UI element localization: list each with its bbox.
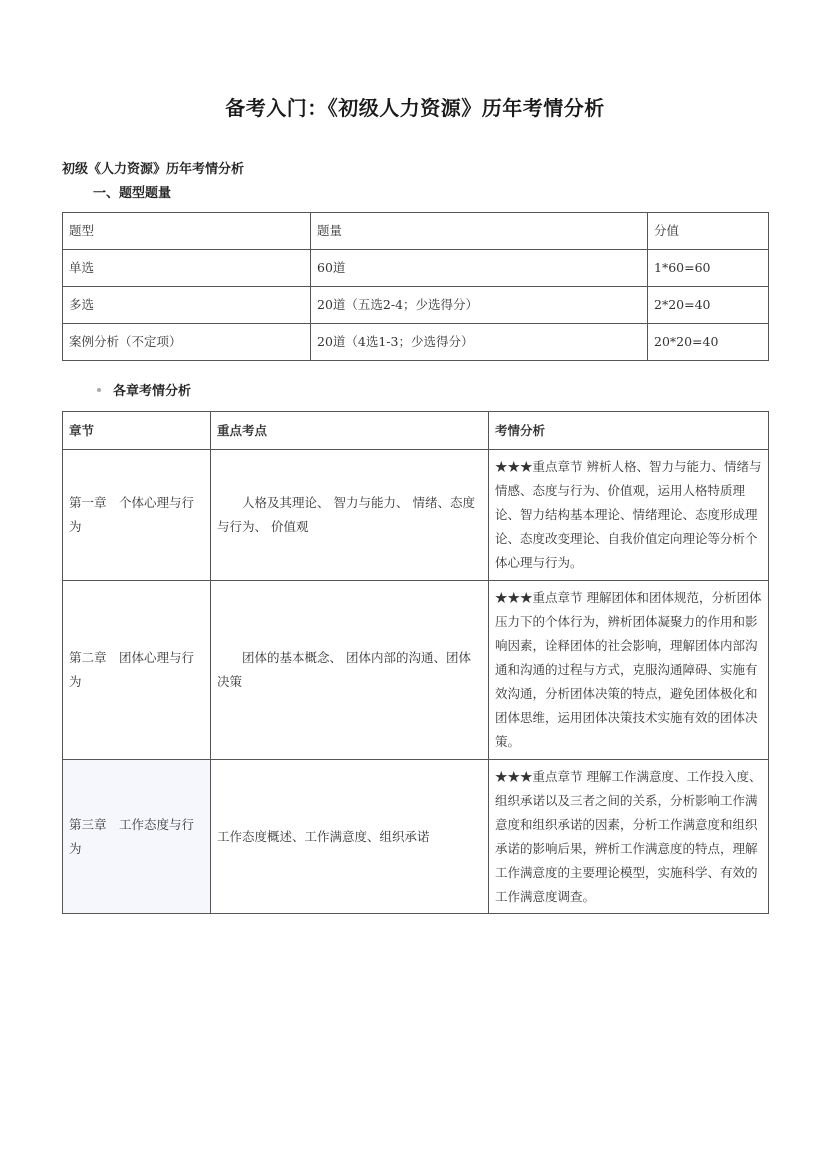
page-title: 备考入门：《初级人力资源》历年考情分析	[225, 96, 605, 120]
table-row	[63, 324, 769, 361]
section-heading-chapter-analysis	[97, 380, 191, 399]
column-header: 章节	[63, 412, 211, 450]
table-cell: 60道	[311, 250, 648, 287]
column-header: 分值	[648, 213, 769, 250]
table-header-row	[63, 412, 769, 450]
analysis-cell: ★★★重点章节 理解团体和团体规范，分析团体压力下的个体行为，辨析团体凝聚力的作用和影响因素，诠释团体的社会影响，理解团体内部沟通和沟通的过程与方式，克服沟通障碍、实施有效沟通，分析团体决策的特点，避免团体极化和团体思维，运用团体决策技术实施有效的团体决策。	[489, 581, 769, 760]
table-row	[63, 287, 769, 324]
table-cell: 20道（4选1-3；少选得分）	[311, 324, 648, 361]
document-subtitle: 初级《人力资源》历年考情分析	[62, 162, 245, 177]
section-heading-label: 各章考情分析	[113, 384, 192, 399]
column-header: 重点考点	[211, 412, 489, 450]
table-cell: 1*60=60	[648, 250, 769, 287]
table-cell: 20*20=40	[648, 324, 769, 361]
table-row	[63, 250, 769, 287]
column-header: 题量	[311, 213, 648, 250]
table-row	[63, 760, 769, 914]
chapter-cell: 第三章 工作态度与行为	[63, 760, 211, 914]
table-cell: 案例分析（不定项）	[63, 324, 311, 361]
key-points-cell: 人格及其理论、 智力与能力、 情绪、态度与行为、 价值观	[211, 450, 489, 581]
table-row	[63, 581, 769, 760]
column-header: 考情分析	[489, 412, 769, 450]
table-cell: 多选	[63, 287, 311, 324]
analysis-cell: ★★★重点章节 理解工作满意度、工作投入度、组织承诺以及三者之间的关系，分析影响工作满意度和组织承诺的因素，分析工作满意度和组织承诺的影响后果，辨析工作满意度的特点，理解工作满意度的主要理论模型，实施科学、有效的工作满意度调查。	[489, 760, 769, 914]
section-heading-question-types: 一、题型题量	[93, 186, 172, 201]
analysis-cell: ★★★重点章节 辨析人格、智力与能力、情绪与情感、态度与行为、价值观，运用人格特质理论、智力结构基本理论、情绪理论、态度形成理论、态度改变理论、自我价值定向理论等分析个体心理与行为。	[489, 450, 769, 581]
table-cell: 2*20=40	[648, 287, 769, 324]
table-cell: 20道（五选2-4；少选得分）	[311, 287, 648, 324]
chapter-cell: 第一章 个体心理与行为	[63, 450, 211, 581]
question-type-table	[62, 212, 769, 361]
chapter-analysis-table	[62, 411, 769, 914]
bullet-icon	[97, 388, 101, 392]
key-points-cell: 团体的基本概念、 团体内部的沟通、团体决策	[211, 581, 489, 760]
table-header-row	[63, 213, 769, 250]
key-points-cell: 工作态度概述、工作满意度、组织承诺	[211, 760, 489, 914]
chapter-cell: 第二章 团体心理与行为	[63, 581, 211, 760]
column-header: 题型	[63, 213, 311, 250]
table-cell: 单选	[63, 250, 311, 287]
table-row	[63, 450, 769, 581]
